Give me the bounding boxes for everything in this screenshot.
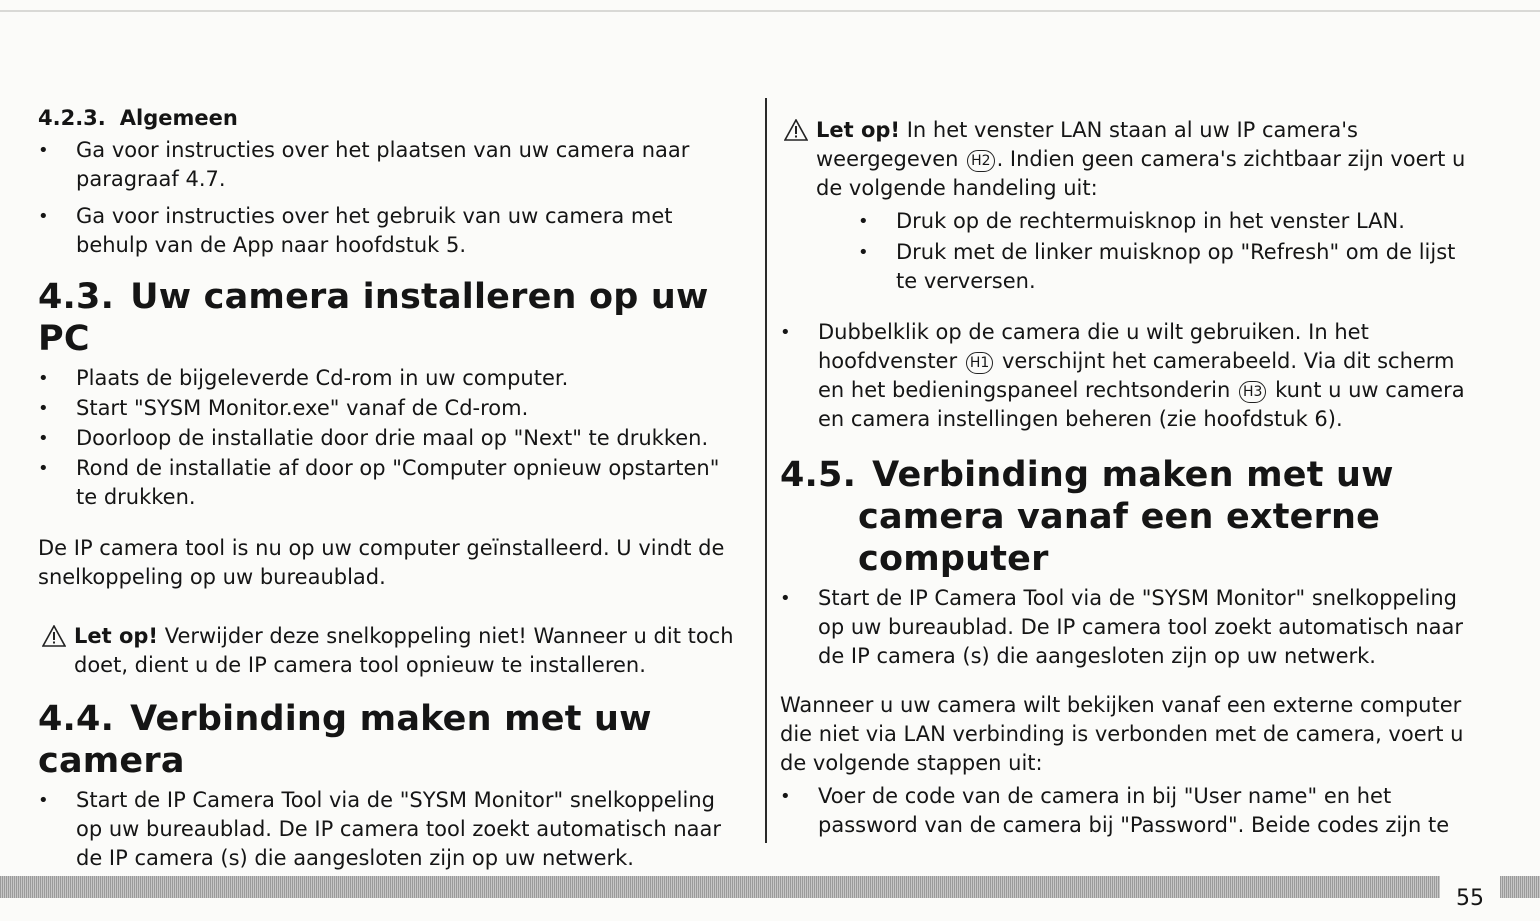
list-item: • Druk met de linker muisknop op "Refresh" om de lijst te verversen. [858,238,1480,296]
list-item: • Start de IP Camera Tool via de "SYSM Monitor" snelkoppeling op uw bureaublad. De IP camera tool zoekt automatisch naar de IP camera (s) die aangesloten zijn op uw netwerk. [780,584,1480,671]
column-divider [765,98,767,843]
right-column [780,116,1480,848]
section-number: 4.2.3. [38,106,106,130]
list-item: • Doorloop de installatie door drie maal op "Next" te drukken. [38,424,738,453]
callout-marker: H1 [966,352,993,374]
page-number: 55 [1456,886,1484,911]
list-item: • Rond de installatie af door op "Computer opnieuw opstarten" te drukken. [38,454,738,512]
warning-note [38,622,738,680]
section-number: 4.3. [38,277,115,317]
section-4-4-heading [38,698,738,782]
list-item: • Plaats de bijgeleverde Cd-rom in uw computer. [38,364,738,393]
warning-label: Let op! [816,118,901,142]
footer-bar [1500,876,1540,898]
warning-text: Verwijder deze snelkoppeling niet! Wanneer u dit toch doet, dient u de IP camera tool opnieuw te installeren. [74,624,734,677]
section-title: Uw camera installeren op uw PC [38,277,709,359]
warning-note [780,116,1480,296]
external-paragraph: Wanneer u uw camera wilt bekijken vanaf een externe computer die niet via LAN verbinding is verbonden met de camera, voert u de volgende stappen uit: [780,693,1464,775]
footer-bar [0,876,1440,898]
section-number: 4.4. [38,699,115,739]
section-4-5-heading [780,454,1480,580]
list-item-text: Dubbelklik op de camera die u wilt gebruiken. In het hoofdvenster [818,320,1369,373]
callout-marker: H3 [1239,381,1266,403]
section-4-2-3-heading [38,104,738,132]
install-paragraph: De IP camera tool is nu op uw computer geïnstalleerd. U vindt de snelkoppeling op uw bureaublad. [38,536,725,589]
left-column [38,100,738,881]
section-title: Verbinding maken met uw camera [38,699,652,781]
section-title: Algemeen [119,106,238,130]
list-item-text: kunt u uw camera en camera instellingen beheren (zie hoofdstuk 6). [818,378,1465,431]
sub-list [816,207,1480,296]
list-item [780,318,1480,434]
list-item-text: verschijnt het camerabeeld. Via dit scherm en het bedieningspaneel rechtsonderin [818,349,1455,402]
section-number: 4.5. [780,455,857,495]
list-item: • Start de IP Camera Tool via de "SYSM Monitor" snelkoppeling op uw bureaublad. De IP camera tool zoekt automatisch naar de IP camera (s) die aangesloten zijn op uw netwerk. [38,786,738,873]
list-item: • Druk op de rechtermuisknop in het venster LAN. [858,207,1480,236]
warning-icon [784,119,808,141]
warning-text: In het venster LAN staan al uw IP camera's weergegeven [816,118,1358,171]
callout-marker: H2 [967,150,994,172]
warning-label: Let op! [74,624,159,648]
warning-icon [42,625,66,647]
top-rule [0,10,1540,12]
section-title: Verbinding maken met uw camera vanaf een externe computer [858,455,1394,579]
warning-text: . Indien geen camera's zichtbaar zijn voert u de volgende handeling uit: [816,147,1466,200]
list-item: • Ga voor instructies over het plaatsen van uw camera naar paragraaf 4.7. [38,136,738,194]
section-4-3-heading [38,276,738,360]
list-item: • Start "SYSM Monitor.exe" vanaf de Cd-rom. [38,394,738,423]
list-item: • Voer de code van de camera in bij "User name" en het password van de camera bij "Password". Beide codes zijn te [780,782,1480,840]
list-item: • Ga voor instructies over het gebruik van uw camera met behulp van de App naar hoofdstuk 5. [38,202,738,260]
